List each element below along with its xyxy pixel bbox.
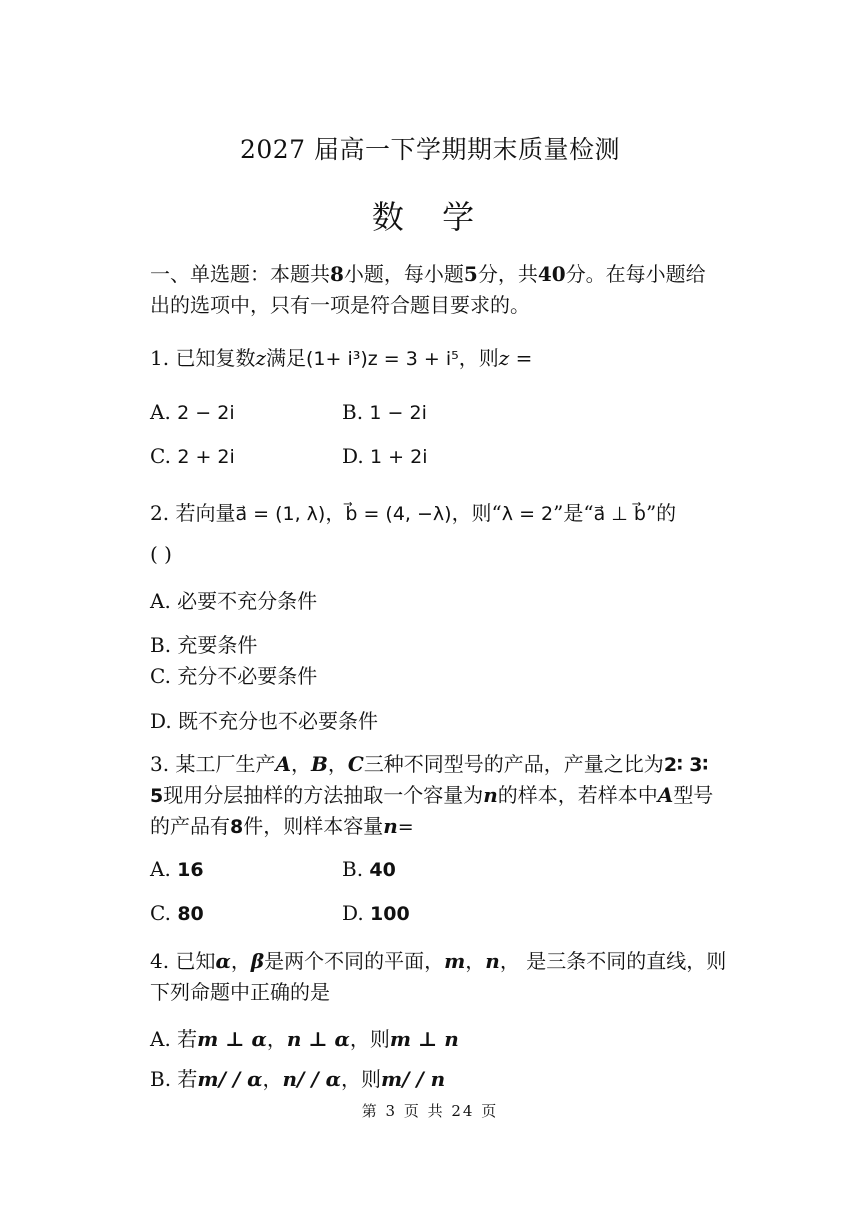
q2-option-d[interactable]: D. 既不充分也不必要条件 — [150, 709, 379, 733]
q3-option-b[interactable]: B. 40 — [342, 857, 396, 881]
subject-title: 数 学 — [371, 198, 489, 236]
vector-a: a⃗ = (1, λ) — [235, 503, 326, 525]
vector-b: b⃗ = (4, −λ) — [345, 503, 452, 525]
exam-title: 2027 届高一下学期期末质量检测 — [239, 135, 621, 164]
q1-equation: (1+ i³)z = 3 + i⁵ — [306, 348, 459, 370]
q2-answer-blank: ( ) — [150, 542, 172, 566]
page-footer: 第 3 页 共 24 页 — [361, 1102, 499, 1120]
q2-option-a[interactable]: A. 必要不充分条件 — [150, 589, 318, 613]
q2-option-c[interactable]: C. 充分不必要条件 — [150, 664, 318, 688]
q3-option-a[interactable]: A. 16 — [150, 857, 204, 881]
section-heading-line2: 出的选项中，只有一项是符合题目要求的。 — [150, 293, 530, 317]
q1-option-c[interactable]: C. 2 + 2i — [150, 444, 235, 468]
question-3-line3: 的产品有8件，则样本容量n= — [150, 814, 414, 838]
question-4-line2: 下列命题中正确的是 — [150, 980, 330, 1004]
question-3: 3. 某工厂生产A，B，C三种不同型号的产品，产量之比为2∶ 3∶ — [150, 752, 709, 776]
question-4: 4. 已知α，β是两个不同的平面，m，n， 是三条不同的直线，则 — [150, 949, 727, 973]
section-heading: 一、单选题：本题共8小题，每小题5分，共40分。在每小题给 — [150, 262, 706, 286]
question-1: 1. 已知复数z满足(1+ i³)z = 3 + i⁵，则z = — [150, 346, 533, 370]
q1-option-b[interactable]: B. 1 − 2i — [342, 400, 427, 424]
q3-option-d[interactable]: D. 100 — [342, 901, 410, 925]
q4-option-b[interactable]: B. 若m/ / α，n/ / α，则m/ / n — [150, 1067, 446, 1091]
q4-option-a[interactable]: A. 若m ⊥ α，n ⊥ α，则m ⊥ n — [150, 1027, 459, 1051]
q1-option-d[interactable]: D. 1 + 2i — [342, 444, 428, 468]
q1-option-a[interactable]: A. 2 − 2i — [150, 400, 235, 424]
question-2: 2. 若向量a⃗ = (1, λ)，b⃗ = (4, −λ)，则“λ = 2”是“a⃗ ⊥ b⃗”的 — [150, 501, 677, 525]
question-3-line2: 5现用分层抽样的方法抽取一个容量为n的样本，若样本中A型号 — [150, 783, 714, 807]
q2-option-b[interactable]: B. 充要条件 — [150, 633, 258, 657]
q3-option-c[interactable]: C. 80 — [150, 901, 204, 925]
